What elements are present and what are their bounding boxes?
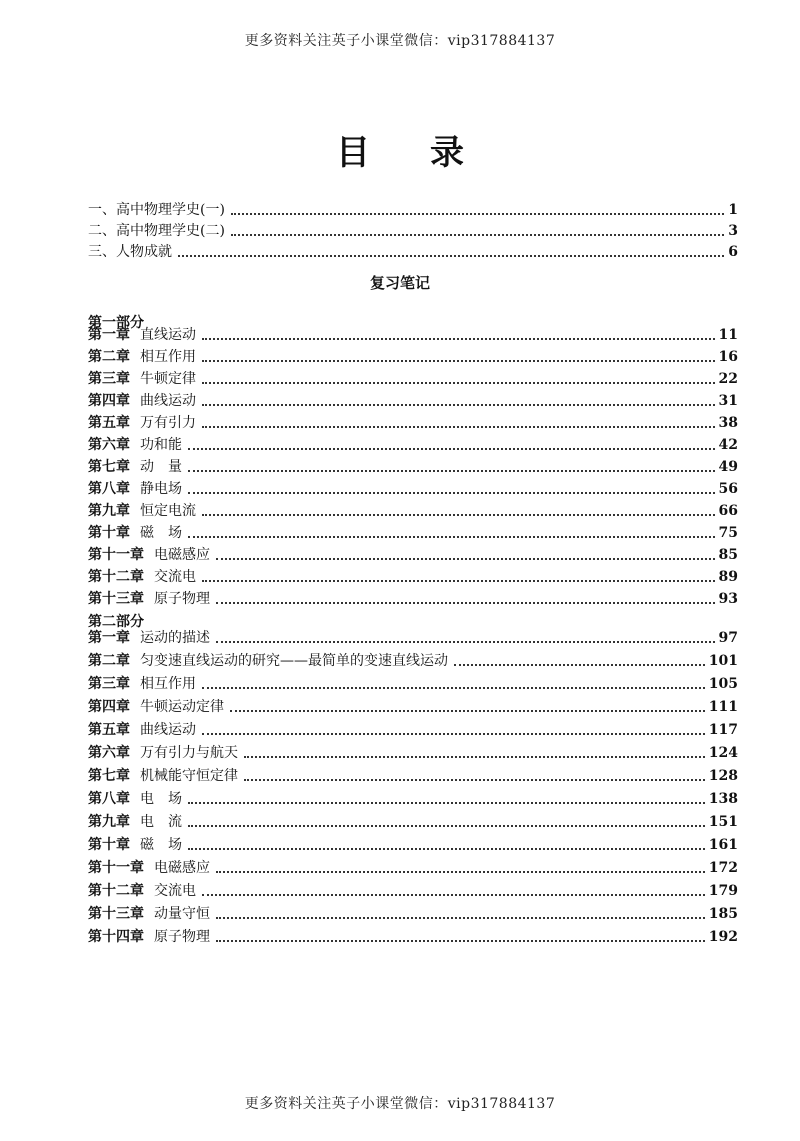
chapter-title: 磁 场: [140, 837, 182, 853]
footer-watermark: 更多资料关注英子小课堂微信：vip317884137: [244, 1096, 556, 1112]
chapter-number: 第二章: [88, 653, 130, 669]
chapter-page: 93: [718, 591, 738, 607]
leader-dots: [216, 640, 715, 643]
part-heading: 第二部分: [88, 614, 144, 630]
chapter-title: 直线运动: [140, 327, 196, 343]
chapter-number: 第十一章: [88, 547, 144, 563]
chapter-title: 静电场: [140, 481, 182, 497]
chapter-page: 172: [708, 860, 738, 876]
chapter-number: 第六章: [88, 437, 130, 453]
chapter-number: 第十一章: [88, 860, 144, 876]
chapter-number: 第九章: [88, 814, 130, 830]
toc-label: 二、高中物理学史(二): [88, 223, 225, 239]
chapter-title: 动 量: [140, 459, 182, 475]
chapter-title: 功和能: [140, 437, 182, 453]
chapter-page: 85: [718, 547, 738, 563]
toc-label: 一、高中物理学史(一): [88, 202, 225, 218]
toc-row[interactable]: [88, 835, 738, 856]
toc-row[interactable]: [88, 391, 738, 412]
leader-dots: [188, 847, 705, 850]
leader-dots: [188, 491, 715, 494]
leader-dots: [216, 557, 715, 560]
chapter-page: 75: [718, 525, 738, 541]
toc-row[interactable]: [88, 242, 738, 263]
leader-dots: [216, 870, 705, 873]
toc-row[interactable]: [88, 457, 738, 478]
chapter-page: 42: [718, 437, 738, 453]
chapter-page: 11: [718, 327, 738, 343]
toc-row[interactable]: [88, 413, 738, 434]
leader-dots: [230, 709, 705, 712]
chapter-page: 111: [708, 699, 738, 715]
chapter-number: 第一章: [88, 630, 130, 646]
toc-row[interactable]: [88, 881, 738, 902]
chapter-page: 138: [708, 791, 738, 807]
chapter-title: 运动的描述: [140, 630, 210, 646]
chapter-number: 第四章: [88, 393, 130, 409]
leader-dots: [202, 513, 715, 516]
chapter-number: 第七章: [88, 459, 130, 475]
chapter-title: 磁 场: [140, 525, 182, 541]
toc-row[interactable]: [88, 651, 738, 672]
chapter-number: 第三章: [88, 371, 130, 387]
chapter-number: 第十三章: [88, 591, 144, 607]
chapter-page: 97: [718, 630, 738, 646]
chapter-number: 第五章: [88, 722, 130, 738]
toc-row[interactable]: [88, 812, 738, 833]
toc-row[interactable]: [88, 766, 738, 787]
toc-label: 三、人物成就: [88, 244, 172, 260]
leader-dots: [188, 469, 715, 472]
chapter-number: 第六章: [88, 745, 130, 761]
chapter-page: 161: [708, 837, 738, 853]
chapter-title: 恒定电流: [140, 503, 196, 519]
chapter-title: 万有引力: [140, 415, 196, 431]
chapter-title: 交流电: [154, 569, 196, 585]
leader-dots: [244, 755, 705, 758]
toc-row[interactable]: [88, 347, 738, 368]
chapter-number: 第二章: [88, 349, 130, 365]
chapter-number: 第五章: [88, 415, 130, 431]
toc-row[interactable]: [88, 628, 738, 649]
toc-row[interactable]: [88, 221, 738, 242]
chapter-number: 第十三章: [88, 906, 144, 922]
section-heading: 复习笔记: [369, 274, 430, 292]
toc-row[interactable]: [88, 789, 738, 810]
chapter-number: 第七章: [88, 768, 130, 784]
chapter-number: 第九章: [88, 503, 130, 519]
toc-row[interactable]: [88, 589, 738, 610]
toc-row[interactable]: [88, 743, 738, 764]
chapter-page: 151: [708, 814, 738, 830]
leader-dots: [202, 893, 705, 896]
chapter-page: 56: [718, 481, 738, 497]
leader-dots: [202, 732, 705, 735]
leader-dots: [202, 425, 715, 428]
chapter-page: 117: [708, 722, 738, 738]
chapter-page: 128: [708, 768, 738, 784]
toc-row[interactable]: [88, 545, 738, 566]
chapter-page: 49: [718, 459, 738, 475]
chapter-title: 匀变速直线运动的研究——最简单的变速直线运动: [140, 653, 448, 669]
toc-row[interactable]: [88, 567, 738, 588]
chapter-page: 105: [708, 676, 738, 692]
part-heading: 第一部分: [88, 315, 144, 331]
toc-row[interactable]: [88, 904, 738, 925]
toc-row[interactable]: [88, 325, 738, 346]
leader-dots: [216, 916, 705, 919]
chapter-number: 第八章: [88, 791, 130, 807]
chapter-page: 22: [718, 371, 738, 387]
chapter-title: 曲线运动: [140, 722, 196, 738]
leader-dots: [202, 337, 715, 340]
toc-page: 6: [728, 244, 738, 260]
toc-row[interactable]: [88, 501, 738, 522]
chapter-title: 万有引力与航天: [140, 745, 238, 761]
toc-row[interactable]: [88, 697, 738, 718]
chapter-number: 第十四章: [88, 929, 144, 945]
chapter-title: 电 流: [140, 814, 182, 830]
chapter-page: 185: [708, 906, 738, 922]
leader-dots: [188, 535, 715, 538]
chapter-title: 机械能守恒定律: [140, 768, 238, 784]
chapter-title: 相互作用: [140, 676, 196, 692]
chapter-number: 第十章: [88, 837, 130, 853]
leader-dots: [188, 824, 705, 827]
chapter-number: 第十章: [88, 525, 130, 541]
chapter-page: 192: [708, 929, 738, 945]
chapter-title: 动量守恒: [154, 906, 210, 922]
toc-row[interactable]: [88, 200, 738, 221]
header-watermark: 更多资料关注英子小课堂微信：vip317884137: [244, 33, 556, 49]
page-title: 目录: [336, 133, 524, 173]
chapter-page: 31: [718, 393, 738, 409]
leader-dots: [188, 801, 705, 804]
chapter-number: 第八章: [88, 481, 130, 497]
chapter-title: 电 场: [140, 791, 182, 807]
chapter-title: 电磁感应: [154, 860, 210, 876]
leader-dots: [216, 601, 715, 604]
leader-dots: [231, 233, 724, 236]
leader-dots: [216, 939, 705, 942]
toc-page: 1: [728, 202, 738, 218]
chapter-title: 牛顿运动定律: [140, 699, 224, 715]
chapter-number: 第四章: [88, 699, 130, 715]
toc-page: 3: [728, 223, 738, 239]
chapter-title: 曲线运动: [140, 393, 196, 409]
toc-row[interactable]: [88, 369, 738, 390]
chapter-page: 179: [708, 883, 738, 899]
chapter-title: 交流电: [154, 883, 196, 899]
leader-dots: [202, 359, 715, 362]
chapter-title: 相互作用: [140, 349, 196, 365]
chapter-title: 原子物理: [154, 591, 210, 607]
chapter-title: 原子物理: [154, 929, 210, 945]
chapter-page: 38: [718, 415, 738, 431]
leader-dots: [454, 663, 705, 666]
chapter-number: 第三章: [88, 676, 130, 692]
chapter-page: 89: [718, 569, 738, 585]
toc-row[interactable]: [88, 523, 738, 544]
toc-row[interactable]: [88, 927, 738, 948]
leader-dots: [188, 447, 715, 450]
chapter-number: 第一章: [88, 327, 130, 343]
chapter-title: 牛顿定律: [140, 371, 196, 387]
chapter-page: 66: [718, 503, 738, 519]
toc-row[interactable]: [88, 674, 738, 695]
toc-row[interactable]: [88, 858, 738, 879]
toc-row[interactable]: [88, 435, 738, 456]
toc-row[interactable]: [88, 720, 738, 741]
chapter-page: 16: [718, 349, 738, 365]
leader-dots: [202, 403, 715, 406]
leader-dots: [202, 686, 705, 689]
chapter-page: 101: [708, 653, 738, 669]
chapter-page: 124: [708, 745, 738, 761]
leader-dots: [231, 212, 724, 215]
leader-dots: [202, 381, 715, 384]
chapter-number: 第十二章: [88, 883, 144, 899]
leader-dots: [202, 579, 715, 582]
leader-dots: [244, 778, 705, 781]
chapter-number: 第十二章: [88, 569, 144, 585]
leader-dots: [178, 254, 724, 257]
toc-row[interactable]: [88, 479, 738, 500]
chapter-title: 电磁感应: [154, 547, 210, 563]
